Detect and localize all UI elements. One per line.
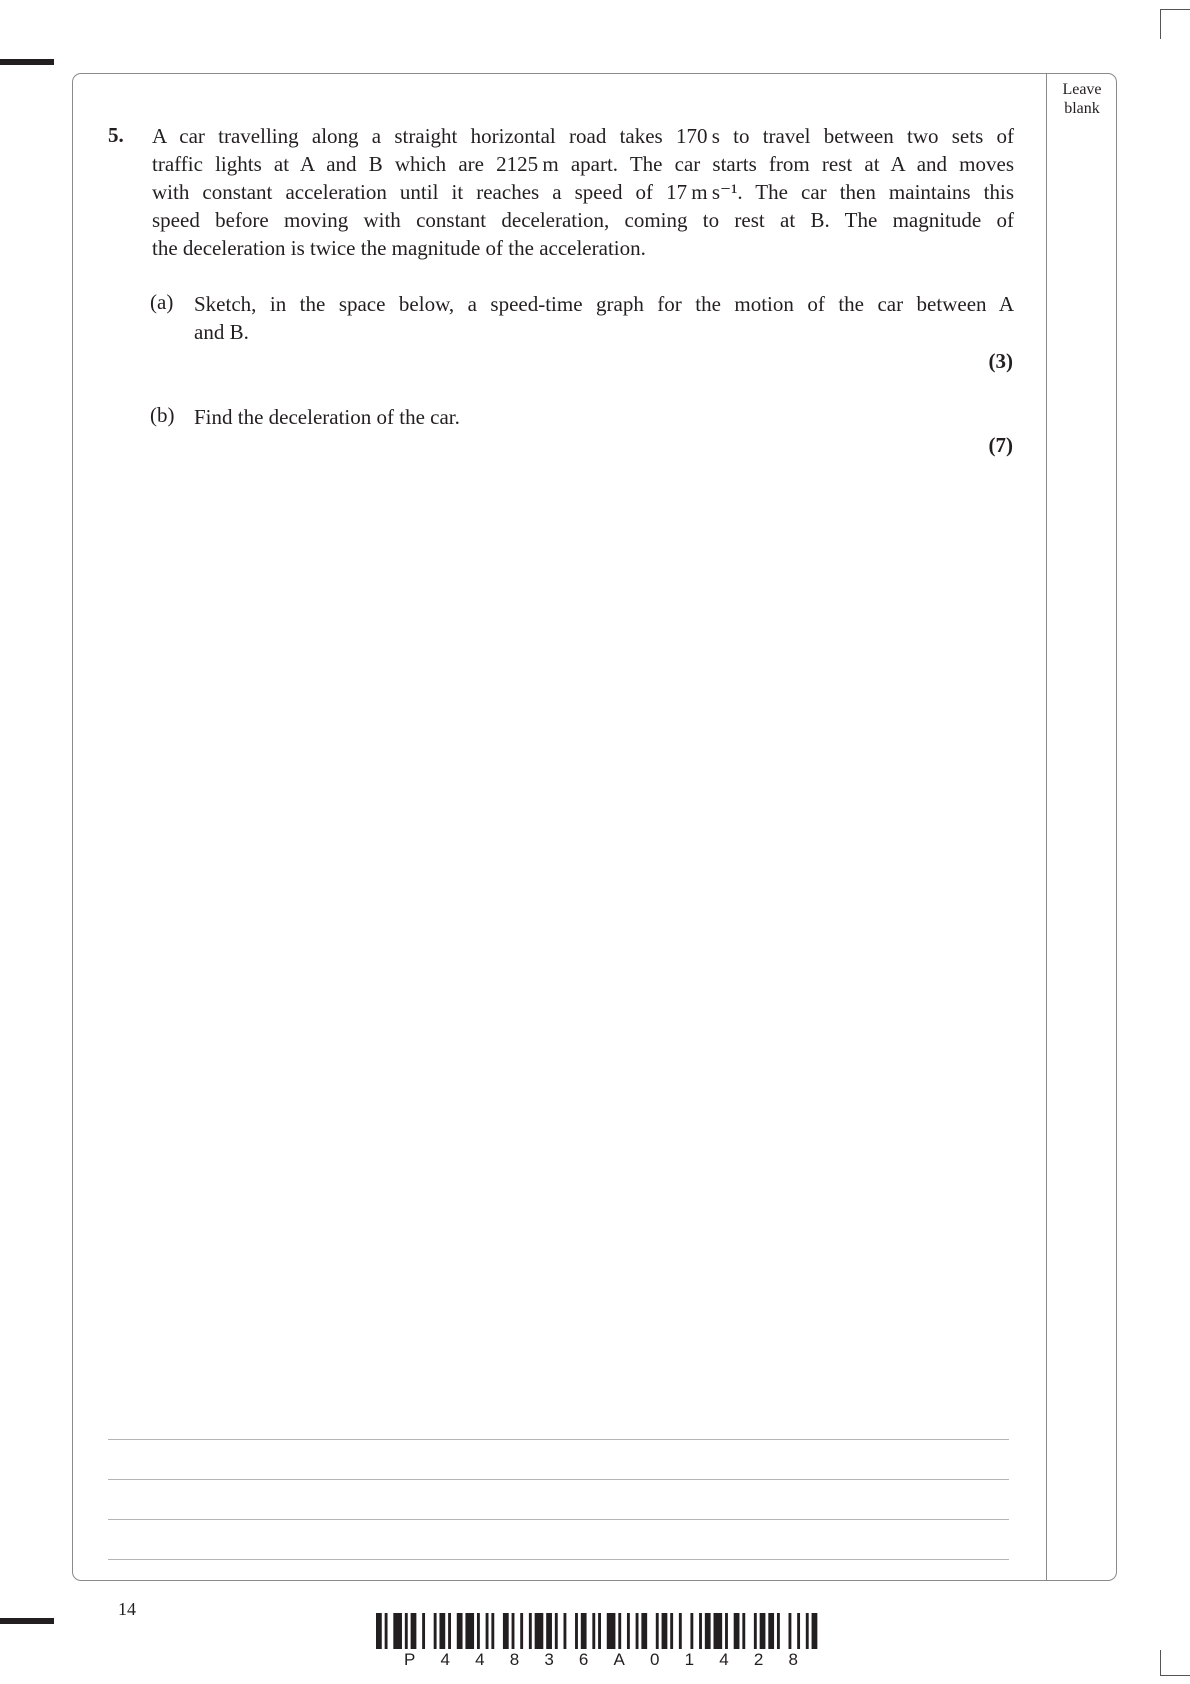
barcode-bar [411,1613,417,1649]
barcode-char: 2 [753,1650,764,1669]
barcode-bar [575,1613,578,1649]
leave-blank-line-2: blank [1064,100,1100,117]
barcode-bar [662,1613,668,1649]
barcode-bar [581,1613,587,1649]
barcode-bar [546,1613,552,1649]
barcode-bar [422,1613,425,1649]
barcode-char: A [613,1650,625,1669]
barcode-bar [477,1613,480,1649]
barcode-bar [439,1613,445,1649]
barcode-bar [777,1613,780,1649]
barcode-bar [636,1613,639,1649]
barcode-bar [679,1613,682,1649]
leave-blank-line-1: Leave [1062,81,1102,98]
barcode-char: 3 [544,1650,554,1669]
question-line: with constant acceleration until it reaches a speed of 17 m s⁻¹. The car then maintains this [152,180,1014,204]
barcode-text [376,1650,826,1670]
part-b-line: Find the deceleration of the car. [194,405,460,429]
barcode-char: 4 [475,1650,485,1669]
barcode-bar [405,1613,408,1649]
part-a-line: and B. [194,320,249,344]
crop-mark-bottom-left [0,1618,54,1624]
barcode-bar [598,1613,601,1649]
barcode-bar [690,1613,693,1649]
part-b-label: (b) [150,403,175,427]
question-text [152,122,1014,262]
question-number: 5. [108,123,124,147]
barcode-bar [434,1613,437,1649]
barcode-bar [627,1613,630,1649]
page-number: 14 [118,1599,136,1619]
barcode-bar [535,1613,544,1649]
barcode-bar [564,1613,567,1649]
barcode-bar [789,1613,792,1649]
barcode-bar [656,1613,659,1649]
barcode-bar [760,1613,766,1649]
barcode-bar [457,1613,463,1649]
barcode-bar [797,1613,800,1649]
barcode-bar [734,1613,740,1649]
crop-mark-top-right-h [1160,9,1190,10]
barcode-bar [699,1613,702,1649]
barcode-bar [812,1613,818,1649]
barcode-bar [725,1613,728,1649]
crop-mark-top-right-v [1160,9,1161,39]
leave-blank-label [1050,80,1114,118]
barcode-bar [754,1613,757,1649]
barcode-bar [641,1613,647,1649]
answer-line[interactable] [108,1439,1009,1440]
barcode-bar [393,1613,402,1649]
barcode-char: 6 [578,1650,589,1669]
barcode-bar [376,1613,382,1649]
crop-mark-bottom-right-h [1160,1675,1190,1676]
question-line: traffic lights at A and B which are 2125 m apart. The car starts from rest at A and moves [152,152,1014,176]
part-a-line: Sketch, in the space below, a speed-time graph for the motion of the car between A [194,292,1014,316]
barcode-bar [486,1613,489,1649]
barcode-bar [512,1613,515,1649]
barcode-bar [529,1613,532,1649]
barcode-char: P [404,1650,416,1669]
question-line: A car travelling along a straight horizontal road takes 170 s to travel between two sets of [152,124,1014,148]
barcode-bar [714,1613,723,1649]
barcode-bar [592,1613,595,1649]
leave-blank-divider [1046,73,1047,1581]
barcode-char: 8 [788,1650,798,1669]
barcode-bar [768,1613,774,1649]
barcode-char: 4 [719,1650,729,1669]
barcode-bar [465,1613,474,1649]
barcode-bar [806,1613,809,1649]
barcode-char: 0 [650,1650,660,1669]
barcode-bar [520,1613,523,1649]
crop-mark-bottom-right-v [1160,1650,1161,1675]
part-a-text [194,290,1014,346]
part-a-marks: (3) [988,349,1013,373]
question-line: speed before moving with constant deceleration, coming to rest at B. The magnitude of [152,208,1014,232]
barcode-bar [385,1613,388,1649]
barcode-bar [742,1613,745,1649]
barcode-bar [705,1613,711,1649]
barcode-bar [491,1613,494,1649]
crop-mark-top-left [0,59,54,65]
barcode-char: 8 [509,1650,520,1669]
barcode-bar [503,1613,509,1649]
part-b-marks: (7) [988,433,1013,457]
barcode-bar [555,1613,558,1649]
part-b-text [194,403,1014,431]
barcode-bar [448,1613,451,1649]
answer-line[interactable] [108,1519,1009,1520]
question-line: the deceleration is twice the magnitude of the acceleration. [152,236,646,260]
answer-line[interactable] [108,1559,1009,1560]
barcode-char: 4 [440,1650,450,1669]
barcode-bar [618,1613,621,1649]
barcode-char: 1 [684,1650,695,1669]
answer-line[interactable] [108,1479,1009,1480]
barcode-bar [607,1613,616,1649]
barcode-bar [670,1613,673,1649]
part-a-label: (a) [150,290,174,314]
